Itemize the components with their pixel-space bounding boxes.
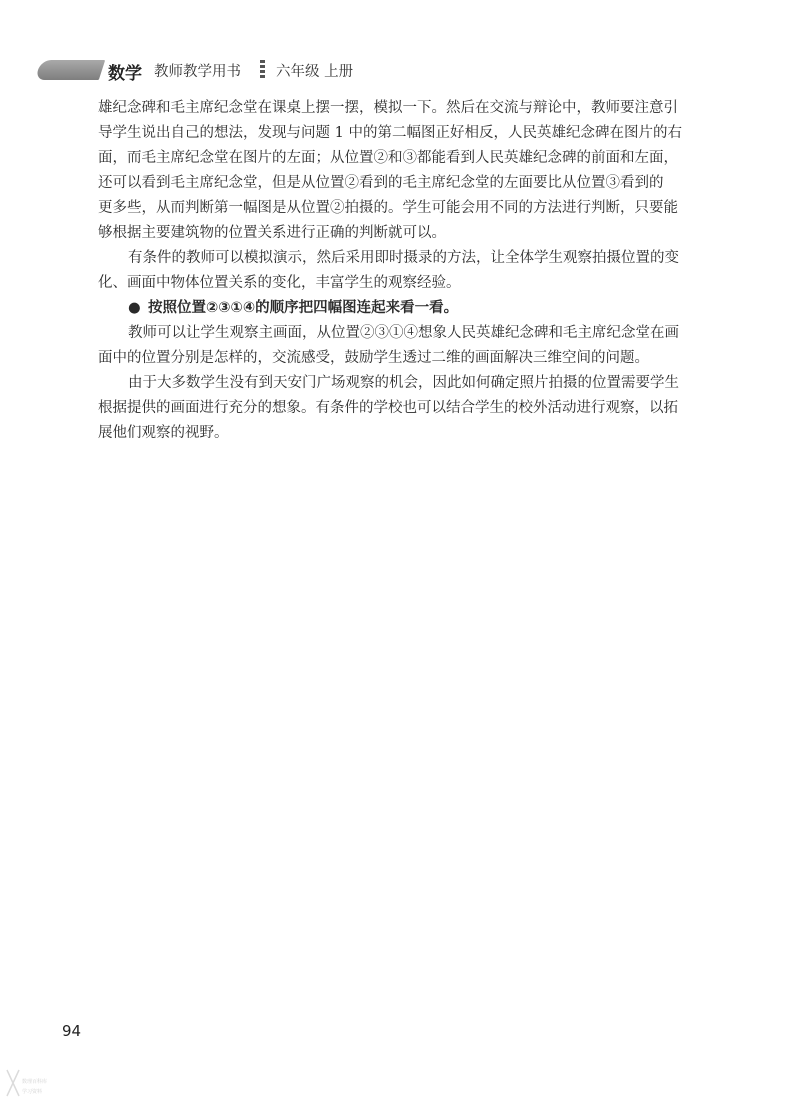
- bullet-heading-text: 按照位置②③①④的顺序把四幅图连起来看一看。: [148, 300, 459, 316]
- text-line: 有条件的教师可以模拟演示，然后采用即时摄录的方法，让全体学生观察拍摄位置的变: [128, 250, 679, 266]
- paragraph-4: [98, 371, 720, 446]
- text-line: 由于大多数学生没有到天安门广场观察的机会，因此如何确定照片拍摄的位置需要学生: [128, 375, 679, 391]
- text-line: 雄纪念碑和毛主席纪念堂在课桌上摆一摆，模拟一下。然后在交流与辩论中，教师要注意引: [98, 100, 678, 116]
- watermark-icon: [4, 1068, 22, 1098]
- header-tab-decoration: [35, 60, 105, 80]
- text-line: 教师可以让学生观察主画面，从位置②③①④想象人民英雄纪念碑和毛主席纪念堂在画: [128, 325, 679, 341]
- paragraph-3: [98, 321, 720, 371]
- watermark-text-1: 数理百科库: [22, 1079, 48, 1085]
- text-line: 面，而毛主席纪念堂在图片的左面；从位置②和③都能看到人民英雄纪念碑的前面和左面，: [98, 150, 678, 166]
- header-book-title: 教师教学用书: [154, 64, 241, 80]
- text-line: 展他们观察的视野。: [98, 425, 229, 441]
- text-line: 更多些，从而判断第一幅图是从位置②拍摄的。学生可能会用不同的方法进行判断，只要能: [98, 200, 678, 216]
- header-grade: 六年级 上册: [276, 64, 354, 80]
- bullet-heading: [98, 296, 720, 321]
- page-body: [98, 96, 720, 446]
- page-number: 94: [62, 1022, 82, 1040]
- watermark-logo: [4, 1068, 64, 1108]
- bullet-icon: ●: [128, 300, 141, 316]
- text-line: 根据提供的画面进行充分的想象。有条件的学校也可以结合学生的校外活动进行观察，以拓: [98, 400, 678, 416]
- text-line: 够根据主要建筑物的位置关系进行正确的判断就可以。: [98, 225, 446, 241]
- text-line: 导学生说出自己的想法，发现与问题 1 中的第二幅图正好相反，人民英雄纪念碑在图片的右: [98, 125, 682, 141]
- running-header: [0, 54, 800, 90]
- paragraph-1: [98, 96, 720, 246]
- text-line: 化、画面中物体位置关系的变化，丰富学生的观察经验。: [98, 275, 461, 291]
- header-separator: [260, 60, 265, 79]
- header-subject: 数学: [108, 64, 142, 84]
- text-line: 还可以看到毛主席纪念堂，但是从位置②看到的毛主席纪念堂的左面要比从位置③看到的: [98, 175, 664, 191]
- text-line: 面中的位置分别是怎样的，交流感受，鼓励学生透过二维的画面解决三维空间的问题。: [98, 350, 649, 366]
- paragraph-2: [98, 246, 720, 296]
- watermark-text-2: 学习资料: [22, 1089, 43, 1095]
